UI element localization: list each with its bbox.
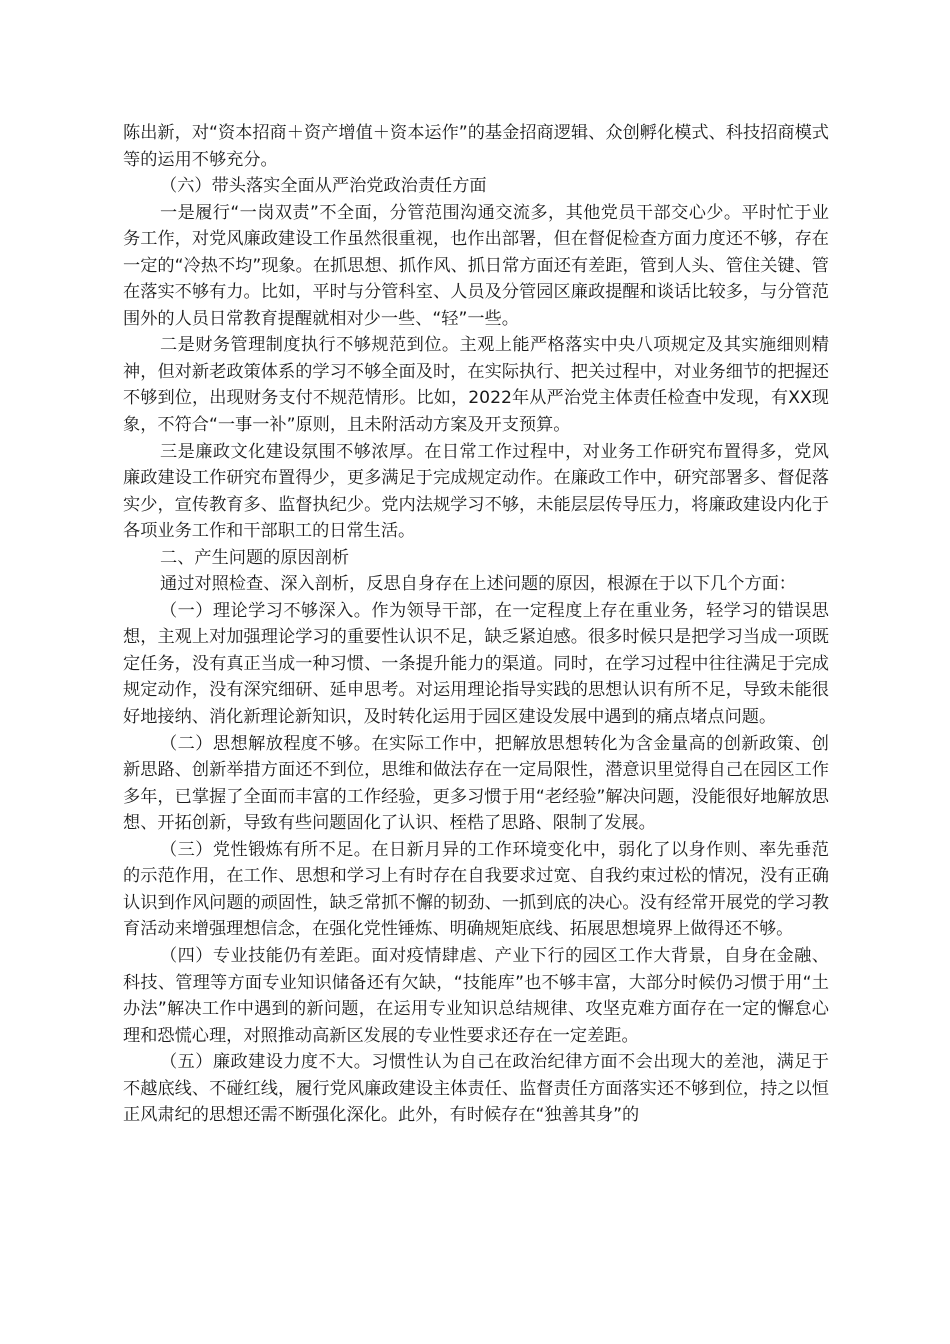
paragraph-point-one: 一是履行“一岗双责”不全面，分管范围沟通交流多，其他党员干部交心少。平时忙于业务工作，对党风廉政建设工作虽然很重视，也作出部署，但在督促检查方面力度还不够，存在一定的“冷热不均”现象。在抓思想、抓作风、抓日常方面还有差距，管到人头、管住关键、管在落实不够有力。比如，平时与分管科室、人员及分管园区廉政提醒和谈话比较多，与分管范围外的人员日常教育提醒就相对少一些、“轻”一些。	[123, 202, 829, 329]
paragraph-cause-two: （二）思想解放程度不够。在实际工作中，把解放思想转化为含金量高的创新政策、创新思路、创新举措方面还不到位，思维和做法存在一定局限性，潜意识里觉得自己在园区工作多年，已掌握了全面而丰富的工作经验，更多习惯于用“老经验”解决问题，没能很好地解放思想、开拓创新，导致有些问题固化了认识、桎梏了思路、限制了发展。	[123, 733, 829, 834]
section-heading-two: 二、产生问题的原因剖析	[160, 547, 350, 568]
paragraph-cause-four: （四）专业技能仍有差距。面对疫情肆虐、产业下行的园区工作大背景，自身在金融、科技、管理等方面专业知识储备还有欠缺，“技能库”也不够丰富，大部分时候仍习惯于用“土办法”解决工作中遇到的新问题，在运用专业知识总结规律、攻坚克难方面存在一定的懈怠心理和恐慌心理，对照推动高新区发展的专业性要求还存在一定差距。	[123, 945, 829, 1046]
section-heading-six: （六）带头落实全面从严治党政治责任方面	[160, 176, 487, 197]
paragraph-intro: 通过对照检查、深入剖析，反思自身存在上述问题的原因，根源在于以下几个方面：	[160, 574, 796, 595]
paragraph-continuation: 陈出新，对“资本招商＋资产增值＋资本运作”的基金招商逻辑、众创孵化模式、科技招商模式等的运用不够充分。	[123, 123, 829, 170]
paragraph-point-three: 三是廉政文化建设氛围不够浓厚。在日常工作过程中，对业务工作研究布置得多，党风廉政建设工作研究布置得少，更多满足于完成规定动作。在廉政工作中，研究部署多、督促落实少，宣传教育多、监督执纪少。党内法规学习不够，未能层层传导压力，将廉政建设内化于各项业务工作和干部职工的日常生活。	[123, 441, 829, 542]
paragraph-cause-five: （五）廉政建设力度不大。习惯性认为自己在政治纪律方面不会出现大的差池，满足于不越底线、不碰红线，履行党风廉政建设主体责任、监督责任方面落实还不够到位，持之以恒正风肃纪的思想还需不断强化深化。此外，有时候存在“独善其身”的	[123, 1052, 829, 1126]
paragraph-cause-one: （一）理论学习不够深入。作为领导干部，在一定程度上存在重业务，轻学习的错误思想，主观上对加强理论学习的重要性认识不足，缺乏紧迫感。很多时候只是把学习当成一项既定任务，没有真正当成一种习惯、一条提升能力的渠道。同时，在学习过程中往往满足于完成规定动作，没有深究细研、延申思考。对运用理论指导实践的思想认识有所不足，导致未能很好地接纳、消化新理论新知识，及时转化运用于园区建设发展中遇到的痛点堵点问题。	[123, 600, 829, 728]
document-body	[123, 120, 829, 1129]
paragraph-cause-three: （三）党性锻炼有所不足。在日新月异的工作环境变化中，弱化了以身作则、率先垂范的示范作用，在工作、思想和学习上有时存在自我要求过宽、自我约束过松的情况，没有正确认识到作风问题的顽固性，缺乏常抓不懈的韧劲、一抓到底的决心。没有经常开展党的学习教育活动来增强理想信念，在强化党性锤炼、明确规矩底线、拓展思想境界上做得还不够。	[123, 839, 829, 940]
paragraph-point-two: 二是财务管理制度执行不够规范到位。主观上能严格落实中央八项规定及其实施细则精神，但对新老政策体系的学习不够全面及时，在实际执行、把关过程中，对业务细节的把握还不够到位，出现财务支付不规范情形。比如，2022年从严治党主体责任检查中发现，有XX现象，不符合“一事一补”原则，且未附活动方案及开支预算。	[123, 335, 829, 436]
